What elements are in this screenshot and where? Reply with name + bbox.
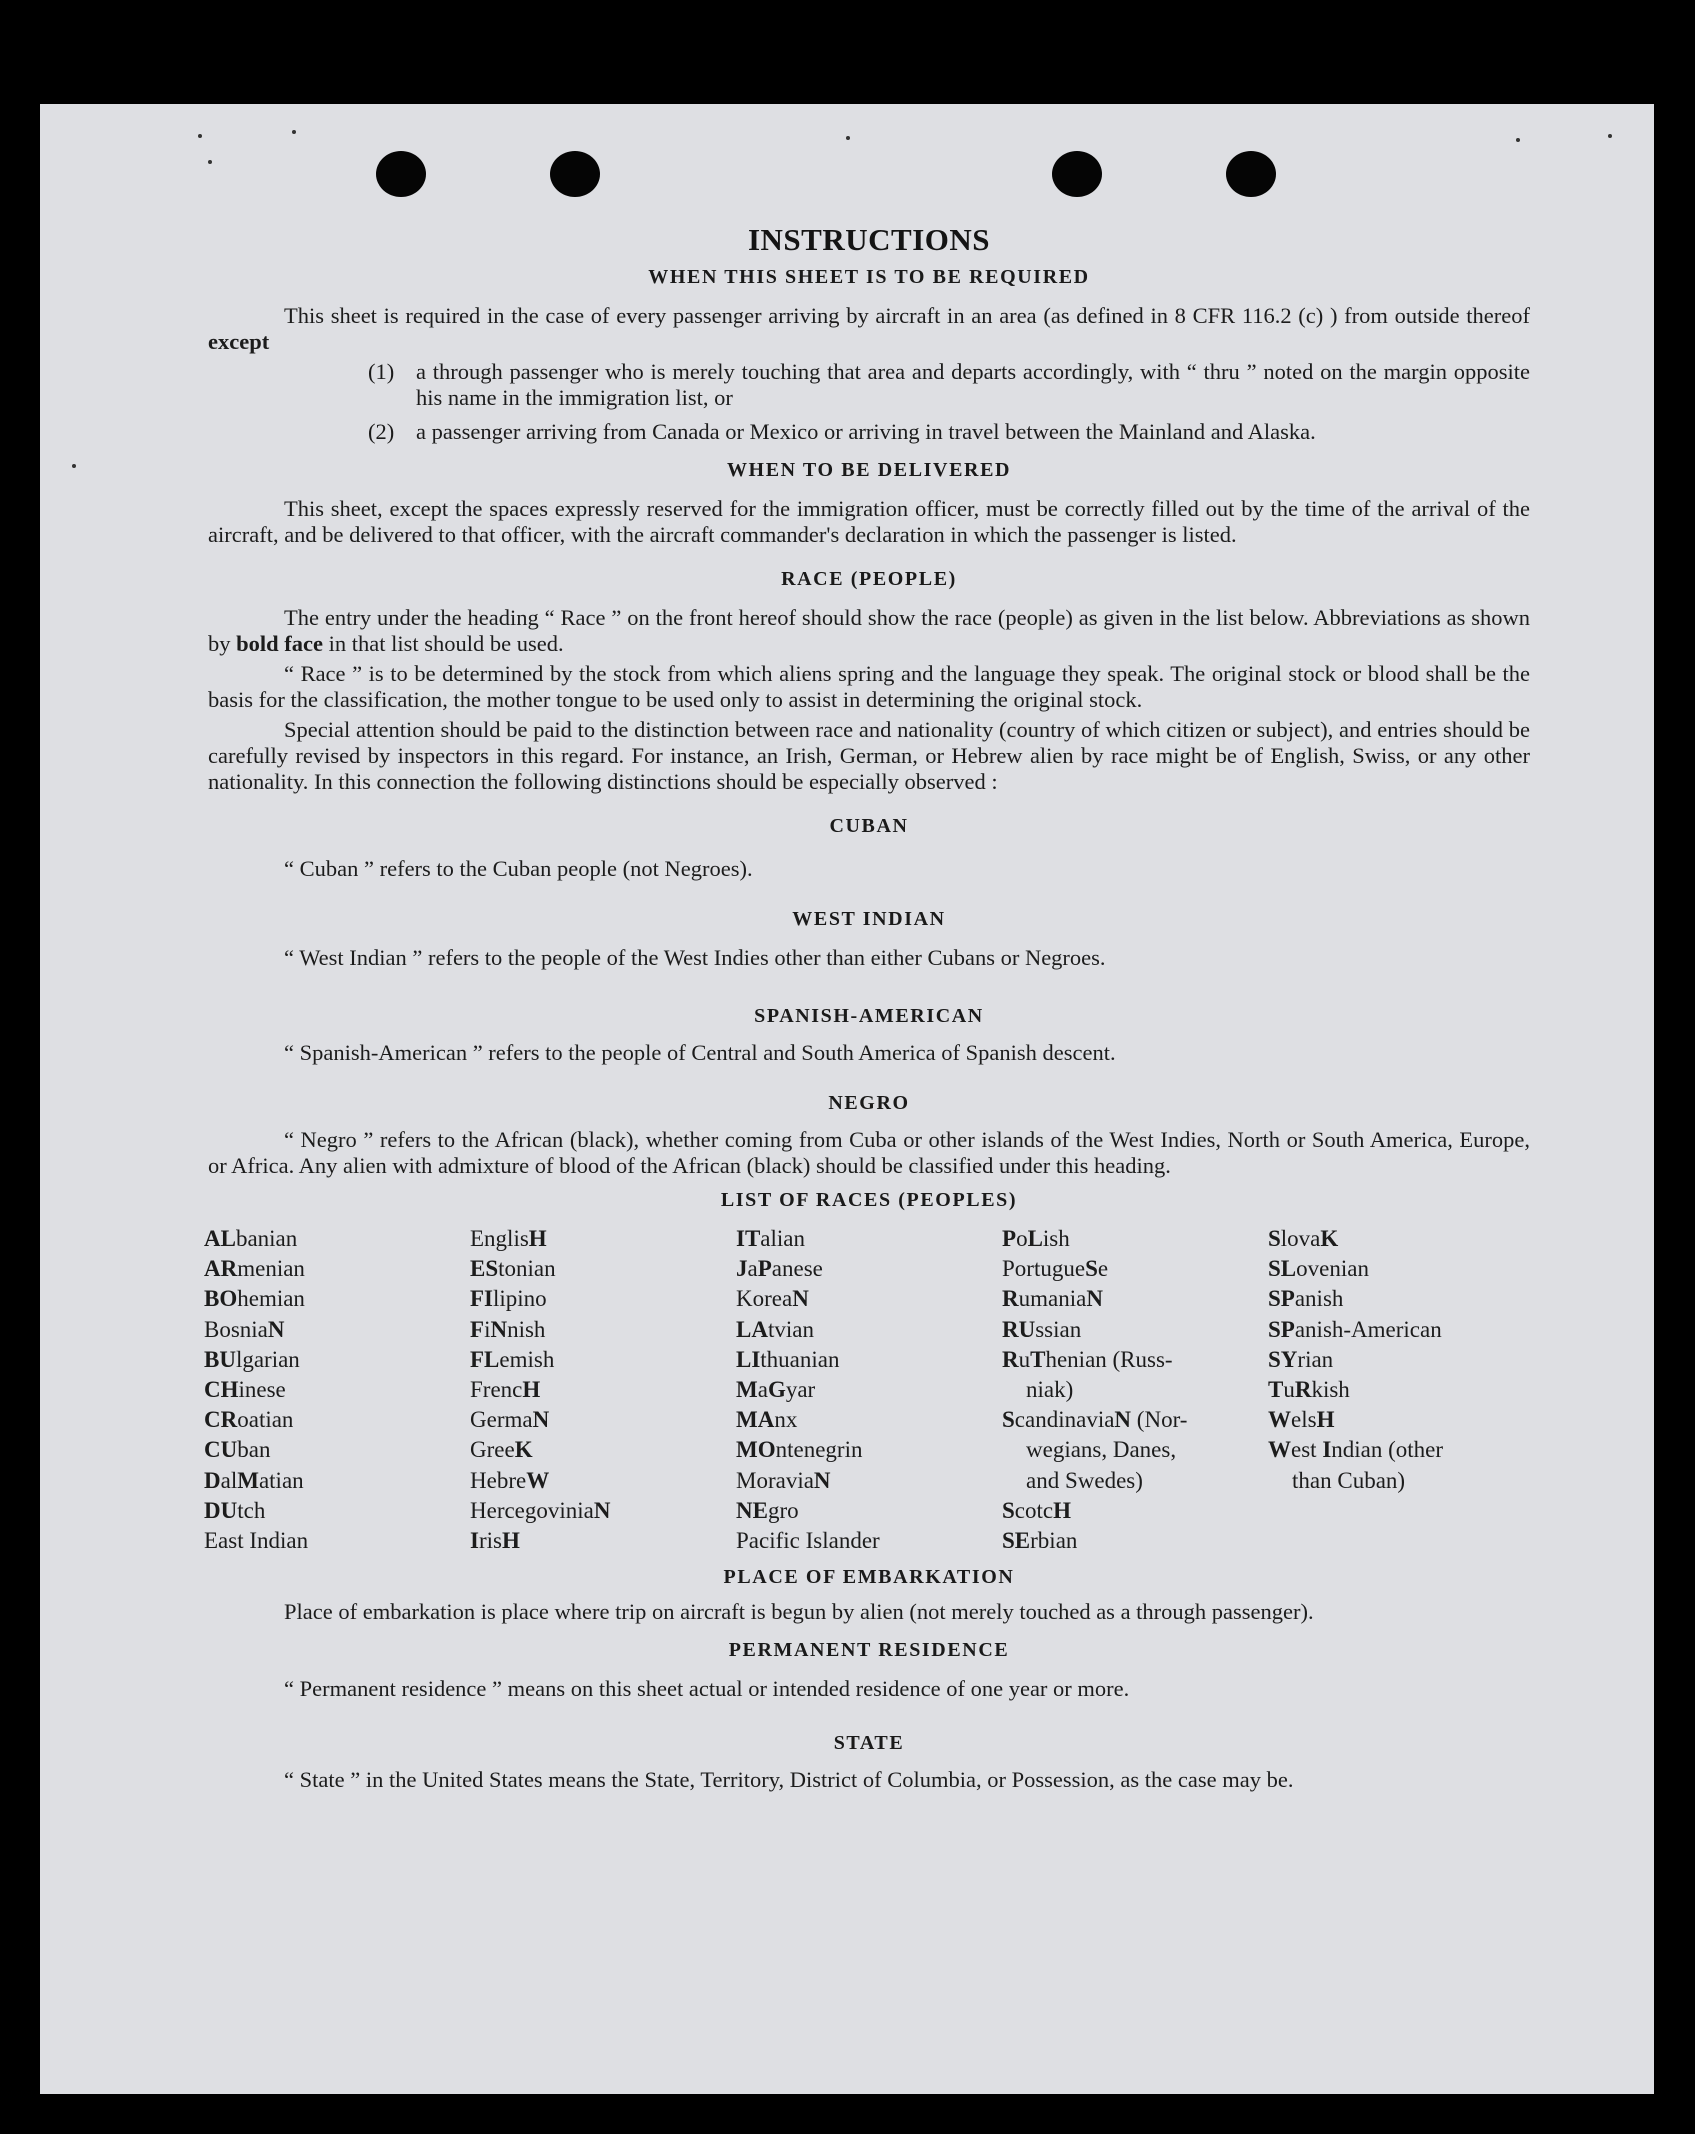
- race-entry: CUban: [204, 1437, 271, 1463]
- race-entry: LIthuanian: [736, 1346, 840, 1372]
- race-entry: NEgro: [736, 1497, 799, 1523]
- race-entry: PoLish: [1002, 1226, 1070, 1251]
- race-entry: HercegoviniaN: [470, 1497, 611, 1523]
- paragraph-place-of-embarkation: Place of embarkation is place where trip on aircraft is begun by alien (not merely touched as a through passenger).: [284, 1599, 1314, 1625]
- race-entry: SPanish-American: [1268, 1316, 1442, 1342]
- race-entry: ScandinaviaN (Nor-: [1002, 1407, 1188, 1433]
- race-entry: HebreW: [470, 1467, 550, 1493]
- speck: [292, 130, 296, 134]
- race-entry: FIlipino: [470, 1286, 547, 1312]
- paragraph-cuban: “ Cuban ” refers to the Cuban people (not Negroes).: [284, 856, 753, 881]
- race-entry: SlovaK: [1268, 1226, 1339, 1251]
- race-entry: SLovenian: [1268, 1256, 1369, 1282]
- heading-place-of-embarkation: PLACE OF EMBARKATION: [723, 1566, 1015, 1589]
- race-entry: FrencH: [470, 1377, 541, 1403]
- races-column: [470, 1224, 736, 1556]
- speck: [198, 134, 202, 138]
- race-entry: BOhemian: [204, 1286, 305, 1312]
- race-entry: wegians, Danes,: [1026, 1437, 1177, 1463]
- race-entry: East Indian: [204, 1528, 309, 1554]
- race-entry: ITalian: [736, 1226, 805, 1251]
- race-entry: GermaN: [470, 1407, 550, 1433]
- punch-hole: [376, 151, 426, 197]
- exception-number: (2): [368, 419, 395, 444]
- race-entry: DalMatian: [204, 1467, 304, 1493]
- race-entry: RUssian: [1002, 1316, 1082, 1342]
- speck: [846, 136, 850, 140]
- paragraph-when-required: This sheet is required in the case of every passenger arriving by aircraft in an area (as defined in 8 CFR 116.2 (c) ) from outside thereof except: [208, 303, 1530, 354]
- race-entry: niak): [1026, 1377, 1074, 1403]
- race-entry: BosniaN: [204, 1316, 285, 1342]
- race-entry: FLemish: [470, 1346, 555, 1372]
- race-entry: SYrian: [1268, 1346, 1334, 1372]
- race-entry: CRoatian: [204, 1407, 294, 1433]
- race-entry: LAtvian: [736, 1316, 814, 1342]
- race-entry: MaGyar: [736, 1377, 816, 1403]
- heading-race: RACE (PEOPLE): [781, 568, 957, 590]
- race-entry: WelsH: [1268, 1407, 1335, 1433]
- paragraph-race-3: Special attention should be paid to the distinction between race and nationality (country of which citizen or subject), and entries should be carefully revised by inspectors in this regard. For instance, an Irish, German, or Hebrew alien by race might be of English, Swiss, or any other nationality. In this connection the following distinctions should be especially observed :: [208, 717, 1530, 794]
- exception-item-2: [368, 419, 1530, 445]
- races-column: [1268, 1224, 1526, 1556]
- heading-west-indian: WEST INDIAN: [792, 908, 946, 930]
- race-entry: ScotcH: [1002, 1497, 1071, 1523]
- speck: [1608, 134, 1612, 138]
- page-title: INSTRUCTIONS: [747, 222, 990, 257]
- exception-number: (1): [368, 359, 395, 384]
- exception-item-1: [368, 359, 1530, 411]
- heading-permanent-residence: PERMANENT RESIDENCE: [728, 1639, 1010, 1662]
- race-entry: KoreaN: [736, 1286, 809, 1312]
- exception-text: a through passenger who is merely touching that area and departs accordingly, with “ thru ” noted on the margin opposite his name in the immigration list, or: [416, 359, 1530, 410]
- punch-hole: [1226, 151, 1276, 197]
- race-entry: ALbanian: [204, 1226, 298, 1251]
- paragraph-state: “ State ” in the United States means the State, Territory, District of Columbia, or Possession, as the case may be.: [284, 1767, 1294, 1793]
- races-column: [736, 1224, 1002, 1556]
- heading-list-of-races: LIST OF RACES (PEOPLES): [720, 1189, 1018, 1211]
- instructions-content: [204, 222, 1530, 1793]
- races-list: [204, 1224, 1530, 1556]
- punch-hole: [550, 151, 600, 197]
- race-entry: RuThenian (Russ-: [1002, 1346, 1173, 1372]
- exception-text: a passenger arriving from Canada or Mexico or arriving in travel between the Mainland and Alaska.: [416, 419, 1316, 444]
- punch-hole: [1052, 151, 1102, 197]
- heading-negro: NEGRO: [828, 1092, 910, 1114]
- race-entry: EnglisH: [470, 1226, 547, 1251]
- paragraph-permanent-residence: “ Permanent residence ” means on this sheet actual or intended residence of one year or more.: [284, 1676, 1130, 1702]
- heading-state: STATE: [833, 1732, 905, 1755]
- race-entry: DUtch: [204, 1497, 266, 1523]
- heading-when-required: WHEN THIS SHEET IS TO BE REQUIRED: [648, 266, 1090, 288]
- race-entry: CHinese: [204, 1377, 286, 1403]
- race-entry: MAnx: [736, 1407, 798, 1433]
- paragraph-west-indian: “ West Indian ” refers to the people of the West Indies other than either Cubans or Negroes.: [284, 945, 1106, 970]
- race-entry: ARmenian: [204, 1256, 305, 1282]
- speck: [208, 160, 212, 164]
- race-entry: RumaniaN: [1002, 1286, 1103, 1312]
- race-entry: MOntenegrin: [736, 1437, 863, 1463]
- race-entry: JaPanese: [736, 1256, 823, 1282]
- race-entry: IrisH: [470, 1528, 520, 1554]
- race-entry: MoraviaN: [736, 1467, 831, 1493]
- paragraph-race-2: “ Race ” is to be determined by the stock from which aliens spring and the language they speak. The original stock or blood shall be the basis for the classification, the mother tongue to be used only to assist in determining the original stock.: [208, 661, 1530, 712]
- race-entry: Pacific Islander: [736, 1528, 880, 1554]
- paragraph-when-delivered: This sheet, except the spaces expressly reserved for the immigration officer, must be correctly filled out by the time of the arrival of the aircraft, and be delivered to that officer, with the aircraft commander's declaration in which the passenger is listed.: [208, 496, 1530, 547]
- paragraph-race-1: The entry under the heading “ Race ” on the front hereof should show the race (people) as given in the list below. Abbreviations as shown by bold face in that list should be used.: [208, 605, 1530, 656]
- race-entry: West Indian (other: [1268, 1437, 1444, 1463]
- race-entry: FiNnish: [470, 1316, 546, 1342]
- race-entry: PortugueSe: [1002, 1256, 1109, 1282]
- race-entry: SPanish: [1268, 1286, 1344, 1312]
- race-entry: EStonian: [470, 1256, 556, 1282]
- speck: [72, 464, 76, 468]
- race-entry: GreeK: [470, 1437, 533, 1463]
- race-entry: SErbian: [1002, 1528, 1078, 1554]
- heading-spanish-american: SPANISH-AMERICAN: [754, 1005, 984, 1027]
- paragraph-spanish-american: “ Spanish-American ” refers to the people of Central and South America of Spanish descent.: [284, 1040, 1116, 1065]
- speck: [1516, 138, 1520, 142]
- races-column: [1002, 1224, 1268, 1556]
- heading-when-delivered: WHEN TO BE DELIVERED: [726, 459, 1012, 481]
- document-sheet: [40, 104, 1654, 2094]
- races-column: [204, 1224, 470, 1556]
- race-entry: TuRkish: [1268, 1377, 1350, 1403]
- race-entry: BUlgarian: [204, 1346, 300, 1372]
- race-entry: than Cuban): [1292, 1467, 1406, 1493]
- paragraph-negro: “ Negro ” refers to the African (black), whether coming from Cuba or other islands of the West Indies, North or South America, Europe, or Africa. Any alien with admixture of blood of the African (black) should be classified under this heading.: [208, 1127, 1530, 1178]
- heading-cuban: CUBAN: [829, 815, 909, 837]
- race-entry: and Swedes): [1026, 1467, 1143, 1493]
